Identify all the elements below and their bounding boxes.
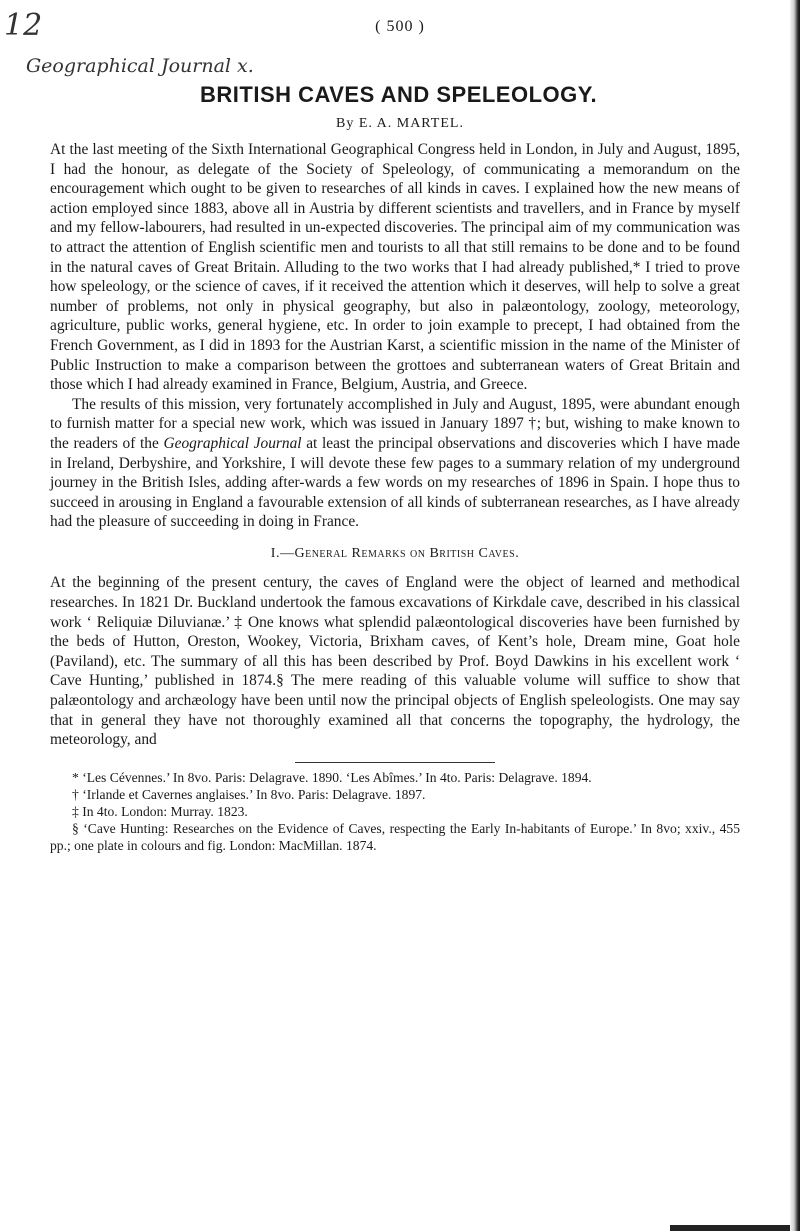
section-number: I.— [270,545,295,561]
margin-note: 12 [4,8,43,43]
footnotes [50,769,740,854]
article-byline: By E. A. MARTEL. [336,116,464,131]
footnote-2: † ‘Irlande et Cavernes anglaises.’ In 8vo. Paris: Delagrave. 1897. [72,786,426,802]
page-edge-mark [670,1225,790,1231]
footnote-3: ‡ In 4to. London: Murray. 1823. [72,803,248,819]
footnote-divider [295,762,495,763]
handwritten-note: Geographical Journal x. [26,55,254,77]
paragraph-2-mid: at least the principal observations and discoveries which I [301,434,669,452]
article-body [50,140,740,854]
book-spine-shadow [790,0,800,1231]
page-number: ( 500 ) [375,18,425,35]
footnote-1: * ‘Les Cévennes.’ In 8vo. Paris: Delagrave. 1890. ‘Les Abîmes.’ In 4to. Paris: Delagrave. 1894. [72,769,592,785]
article-title: BRITISH CAVES AND SPELEOLOGY. [200,82,598,107]
footnote-4: § ‘Cave Hunting: Researches on the Evidence of Caves, respecting the Early In-habitants of Europe.’ In 8vo; xxiv., 455 pp.; one plate in colours and fig. London: MacMillan. 1874. [50,820,740,853]
paragraph-2-end: have made in Ireland, Derbyshire, and Yorkshire, I will devote these few pages to a summary relation of my underground journey in the British Isles, adding after-wards a few words on my researches of 1896 in Spain. I hope thus to succeed in arousing in England a favourable extension of all kinds of subterranean researches, as I have already had the pleasure of succeeding in doing in France. [50,434,741,531]
paragraph-3: At the beginning of the present century, the caves of England were the object of learned and methodical researches. In 1821 Dr. Buckland undertook the famous excavations of Kirkdale cave, described in his classical work ‘ Reliquiæ Diluvianæ.’ ‡ One knows what splendid palæontological discoveries have been furnished by the beds of Hutton, Oreston, Wookey, Victoria, Brixham caves, of Kent’s hole, Dream mine, Goat hole (Paviland), etc. The summary of all this has been described by Prof. Boyd Dawkins in his excellent work ‘ Cave Hunting,’ published in 1874.§ The mere reading of this valuable volume will suffice to show that palæontology and archæology have been until now the principal objects of English speleologists. One may say that in general they have not thoroughly examined all that concerns the topography, the hydrology, the meteorology, and [50,574,740,749]
journal-name: Geographical Journal [163,434,302,452]
section-heading [50,544,740,564]
paragraph-2-start: The results of this mission, very fortunately accomplished in July and August, 1895, were abundant enough to furnish matter for a special new work, which was issued in January 1897 †; but, wishing to make known to the readers of the [50,395,740,452]
paragraph-1: At the last meeting of the Sixth International Geographical Congress held in London, in July and August, 1895, I had the honour, as delegate of the Society of Speleology, of communicating a memorandum on the encouragement which ought to be given to researches of all kinds in caves. I explained how the new means of action employed since 1883, above all in Austria by different scientists and travellers, and in France by myself and my fellow-labourers, had resulted in un-expected discoveries. The principal aim of my communication was to attract the attention of English scientific men and tourists to all that still remains to be done and to be found in the natural caves of Great Britain. Alluding to the two works that I had already published,* I tried to prove how speleology, or the science of caves, if it received the attention which it deserves, will help to solve a great number of problems, not only in physical geography, but also in palæontology, zoology, meteorology, agriculture, public works, general hygiene, etc. In order to join example to precept, I had obtained from the French Government, as I did in 1893 for the Austrian Karst, a scientific mission in the name of the Minister of Public Instruction to make a comparison between the grottoes and subterranean waters of Great Britain and those which I had already examined in France, Belgium, Austria, and Greece. [50,141,740,394]
section-title: General Remarks on British Caves. [294,545,520,561]
paragraph-2 [50,395,740,532]
